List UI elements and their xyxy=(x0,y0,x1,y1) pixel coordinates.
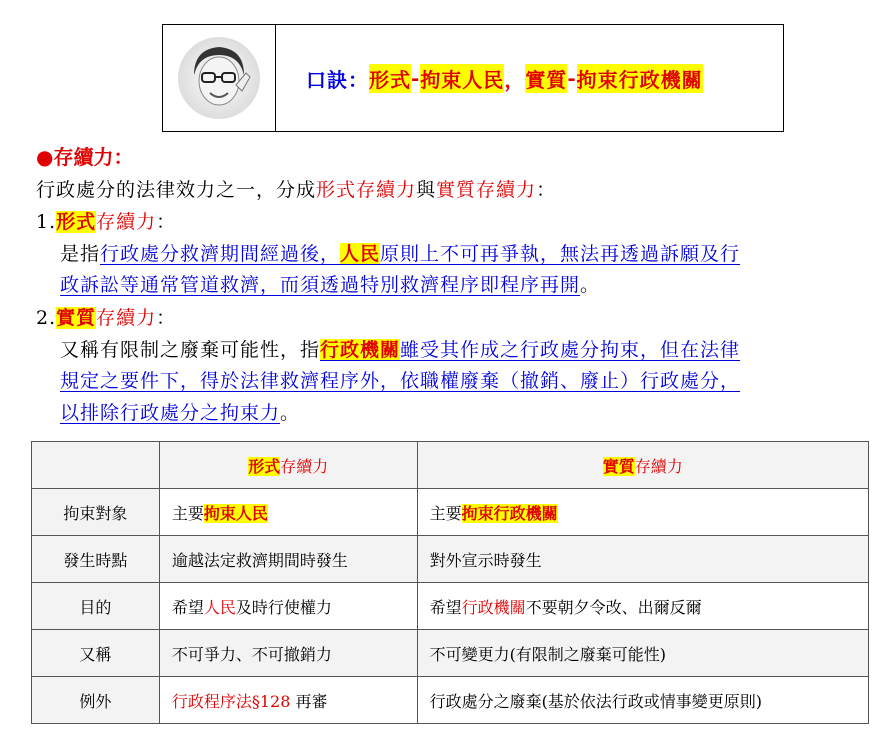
point-2-colon: ： xyxy=(156,307,177,329)
intro-text: 行政處分的法律效力之一，分成 xyxy=(36,179,317,201)
intro-end: ： xyxy=(536,179,557,201)
cell-red: 人民 xyxy=(203,597,236,617)
comparison-table xyxy=(31,441,869,724)
row-form-cell xyxy=(159,489,417,536)
point-2-l3: 以排除行政處分之拘束力 xyxy=(60,402,281,424)
table-row xyxy=(32,489,869,536)
row-label: 又稱 xyxy=(32,630,160,677)
intro-line xyxy=(36,175,556,202)
mnemonic-comma: ， xyxy=(504,67,526,92)
cell-text: 希望 xyxy=(429,597,462,617)
row-form-cell xyxy=(159,677,417,724)
point-1-heading xyxy=(36,207,176,234)
intro-form: 形式存續力 xyxy=(316,179,417,201)
point-2-l3-end: 。 xyxy=(280,402,301,424)
cell-text: 主要 xyxy=(171,503,204,523)
row-label: 目的 xyxy=(32,583,160,630)
point-2-number: 2. xyxy=(36,307,57,329)
row-label: 例外 xyxy=(32,677,160,724)
header-form-key: 形式 xyxy=(248,456,281,476)
cell-red: 行政程序法§128 xyxy=(171,691,291,711)
avatar-illustration-icon xyxy=(176,35,262,121)
cell-text-2: 不要朝夕令改、出爾反爾 xyxy=(525,597,702,617)
point-1-line-1 xyxy=(60,239,740,266)
cell-red: 行政機關 xyxy=(461,597,526,617)
table-header-row xyxy=(32,442,869,489)
point-1-l1-b: 行政處分救濟期間經過後， xyxy=(100,243,341,265)
point-2-line-2 xyxy=(60,366,740,393)
table-row xyxy=(32,583,869,630)
row-label: 發生時點 xyxy=(32,536,160,583)
mnemonic-box xyxy=(162,24,784,132)
row-form-cell xyxy=(159,583,417,630)
point-2-line-1 xyxy=(60,335,740,362)
header-substance-rest: 存續力 xyxy=(634,456,683,476)
point-2-l1-c: 雖受其作成之行政處分拘束，但在法律 xyxy=(400,339,741,361)
point-1-l2-end: 。 xyxy=(580,274,601,296)
cell-text: 希望 xyxy=(171,597,204,617)
section-heading: ●存續力： xyxy=(36,145,134,169)
point-1-l1-d: 原則上不可再爭執，無法再透過訴願及行 xyxy=(380,243,741,265)
row-substance-cell: 對外宣示時發生 xyxy=(417,536,868,583)
row-label: 拘束對象 xyxy=(32,489,160,536)
cell-text-2: 及時行使權力 xyxy=(235,597,332,617)
header-substance-key: 實質 xyxy=(602,456,635,476)
row-substance-cell: 行政處分之廢棄(基於依法行政或情事變更原則) xyxy=(417,677,868,724)
intro-substance: 實質存續力 xyxy=(436,179,537,201)
table-header-substance xyxy=(417,442,868,489)
point-1-l1-c: 人民 xyxy=(340,243,381,265)
point-1-line-2 xyxy=(60,270,600,297)
cell-highlight: 拘束行政機關 xyxy=(461,503,558,523)
mnemonic-dash-2: - xyxy=(567,66,577,90)
point-1-l1-a: 是指 xyxy=(60,243,101,265)
point-2-rest: 存續力 xyxy=(96,307,157,329)
point-1-number: 1. xyxy=(36,211,57,233)
row-form-cell: 不可爭力、不可撤銷力 xyxy=(159,630,417,677)
mnemonic-form-target: 拘束人民 xyxy=(420,64,504,93)
mnemonic-dash-1: - xyxy=(411,66,421,90)
header-form-rest: 存續力 xyxy=(280,456,329,476)
intro-and: 與 xyxy=(416,179,437,201)
table-header-form xyxy=(159,442,417,489)
point-1-colon: ： xyxy=(156,211,177,233)
cell-text: 主要 xyxy=(429,503,462,523)
table-row xyxy=(32,677,869,724)
mnemonic-label: 口訣： xyxy=(306,67,369,92)
point-1-key: 形式 xyxy=(56,211,97,233)
row-substance-cell xyxy=(417,583,868,630)
table-row xyxy=(32,536,869,583)
cell-text-2: 再審 xyxy=(290,691,328,711)
mnemonic-form: 形式 xyxy=(369,64,411,93)
table-row xyxy=(32,630,869,677)
row-form-cell: 逾越法定救濟期間時發生 xyxy=(159,536,417,583)
point-2-key: 實質 xyxy=(56,307,97,329)
point-1-rest: 存續力 xyxy=(96,211,157,233)
table-header-empty xyxy=(32,442,160,489)
mnemonic-substance: 實質 xyxy=(525,64,567,93)
mnemonic-substance-target: 拘束行政機關 xyxy=(577,64,703,93)
point-2-l2: 規定之要件下，得於法律救濟程序外，依職權廢棄（撤銷、廢止）行政處分， xyxy=(60,370,741,392)
point-2-l1-a: 又稱有限制之廢棄可能性，指 xyxy=(60,339,321,361)
row-substance-cell xyxy=(417,489,868,536)
point-2-line-3 xyxy=(60,398,300,425)
avatar-cell xyxy=(163,25,276,131)
point-2-heading xyxy=(36,303,176,330)
point-1-l2: 政訴訟等通常管道救濟，而須透過特別救濟程序即程序再開 xyxy=(60,274,581,296)
cell-highlight: 拘束人民 xyxy=(203,503,268,523)
row-substance-cell: 不可變更力(有限制之廢棄可能性) xyxy=(417,630,868,677)
mnemonic-text xyxy=(276,25,783,131)
point-2-l1-b: 行政機關 xyxy=(320,339,401,361)
